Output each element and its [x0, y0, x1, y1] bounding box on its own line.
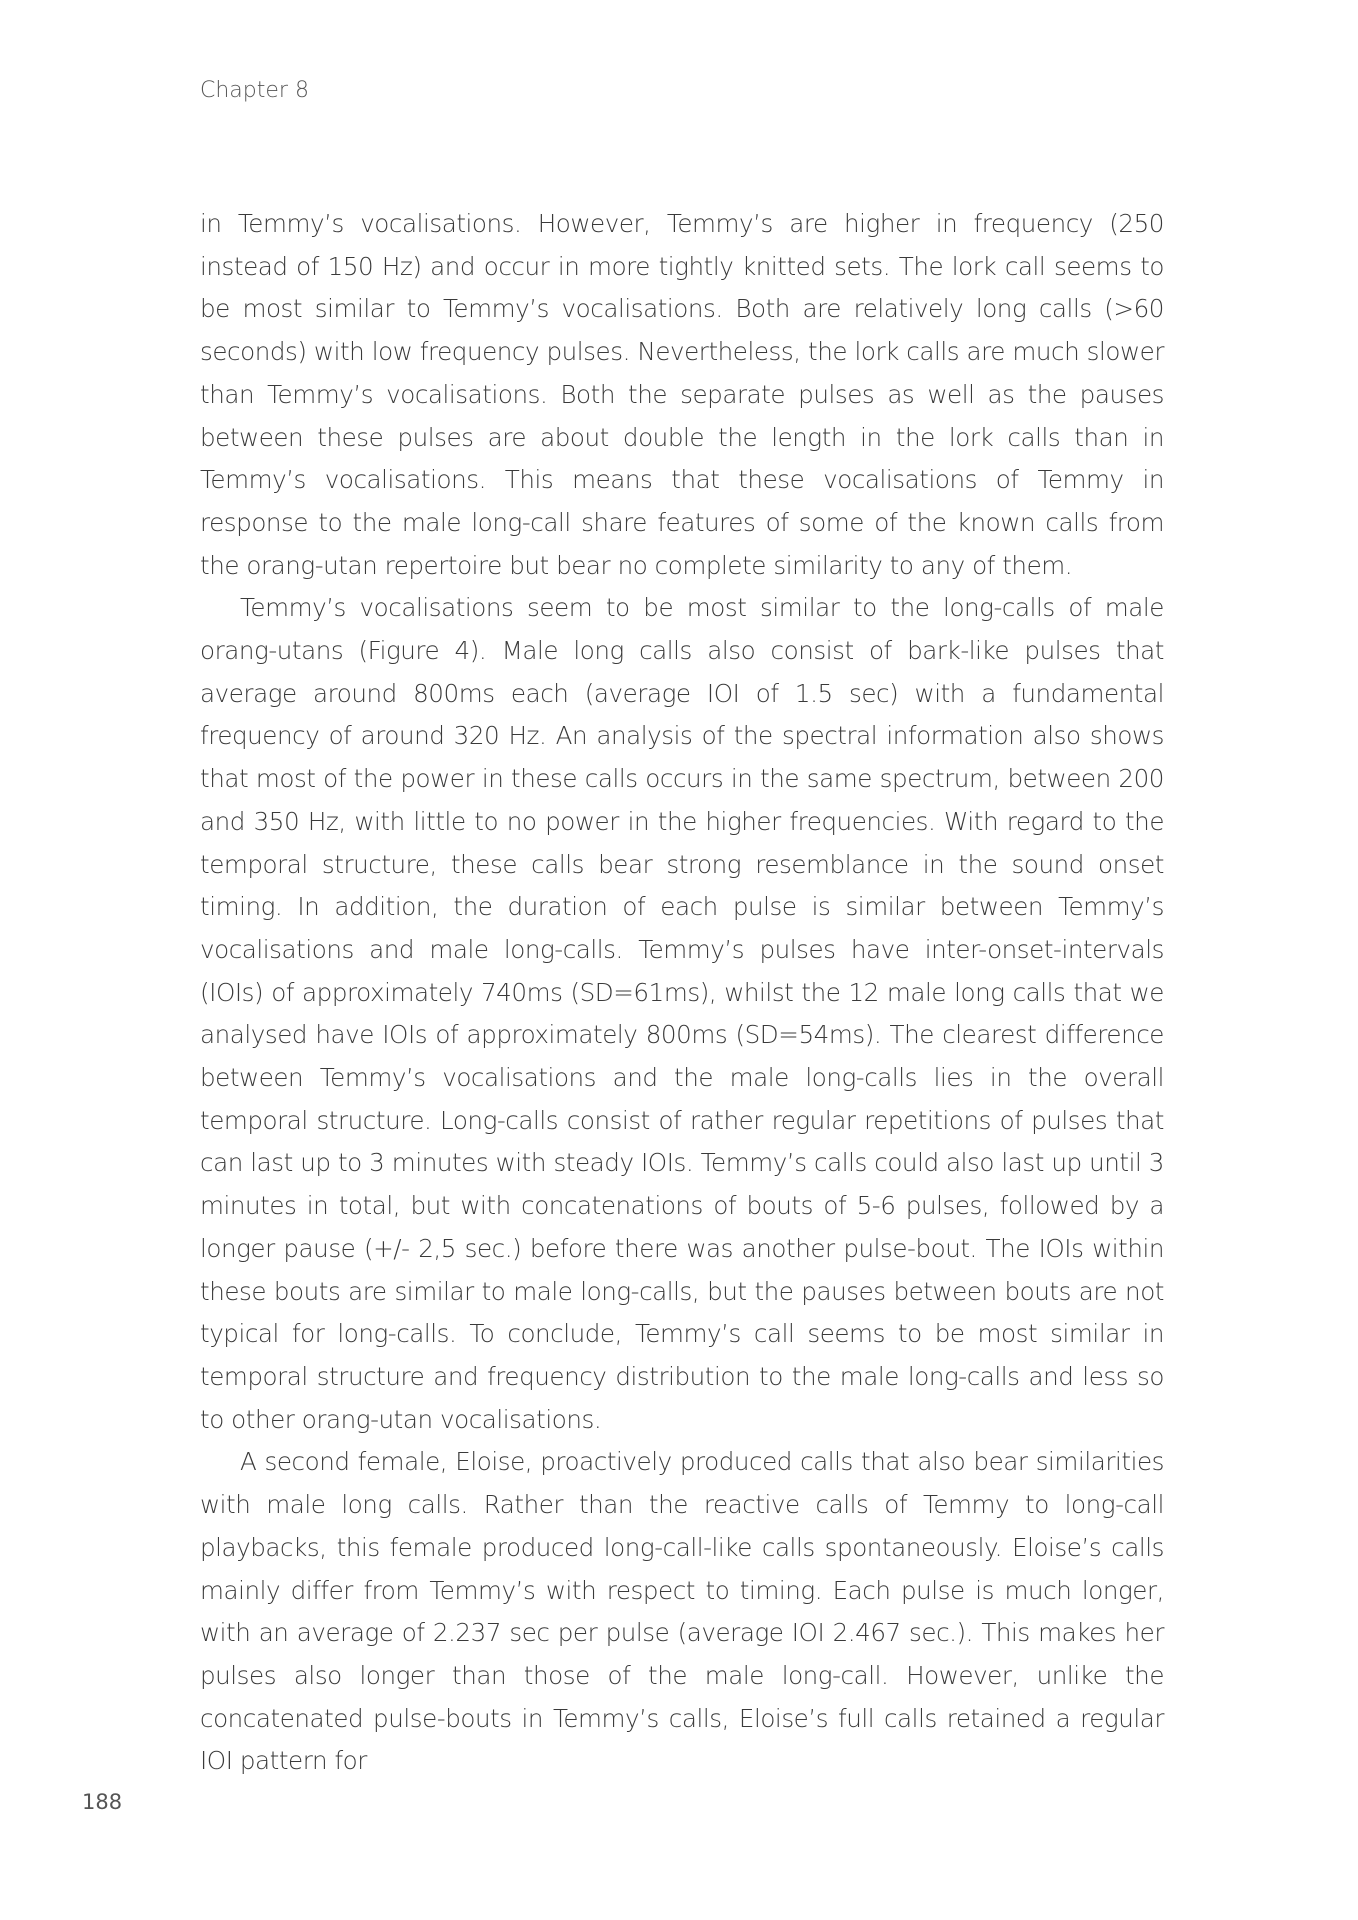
paragraph-1: in Temmy’s vocalisations. However, Temmy’s are higher in frequency (250 instead of 150 Hz) and occur in more tightly knitted sets. The lork call seems to be most similar to Temmy’s vocalisations. Both are relatively long calls (>60 seconds) with low frequency pulses. Nevertheless, the lork calls are much slower than Temmy’s vocalisations. Both the separate pulses as well as the pauses between these pulses are about double the length in the lork calls than in Temmy’s vocalisations. This means that these vocalisations of Temmy in response to the male long-call share features of some of the known calls from the orang-utan repertoire but bear no complete similarity to any of them. — [200, 209, 1164, 580]
page-number: 188 — [82, 1790, 123, 1814]
paragraph-3: A second female, Eloise, proactively produced calls that also bear similarities with male long calls. Rather than the reactive calls of Temmy to long-call playbacks, this female produced long-call-like calls spontaneously. Eloise’s calls mainly differ from Temmy’s with respect to timing. Each pulse is much longer, with an average of 2.237 sec per pulse (average IOI 2.467 sec.). This makes her pulses also longer than those of the male long-call. However, unlike the concatenated pulse-bouts in Temmy’s calls, Eloise’s full calls retained a regular IOI pattern for — [200, 1447, 1164, 1776]
running-head: Chapter 8 — [200, 78, 309, 103]
paragraph-2: Temmy’s vocalisations seem to be most similar to the long-calls of male orang-utans (Figure 4). Male long calls also consist of bark-like pulses that average around 800ms each (average IOI of 1.5 sec) with a fundamental frequency of around 320 Hz. An analysis of the spectral information also shows that most of the power in these calls occurs in the same spectrum, between 200 and 350 Hz, with little to no power in the higher frequencies. With regard to the temporal structure, these calls bear strong resemblance in the sound onset timing. In addition, the duration of each pulse is similar between Temmy’s vocalisations and male long-calls. Temmy’s pulses have inter-onset-intervals (IOIs) of approximately 740ms (SD=61ms), whilst the 12 male long calls that we analysed have IOIs of approximately 800ms (SD=54ms). The clearest difference between Temmy’s vocalisations and the male long-calls lies in the overall temporal structure. Long-calls consist of rather regular repetitions of pulses that can last up to 3 minutes with steady IOIs. Temmy’s calls could also last up until 3 minutes in total, but with concatenations of bouts of 5-6 pulses, followed by a longer pause (+/- 2,5 sec.) before there was another pulse-bout. The IOIs within these bouts are similar to male long-calls, but the pauses between bouts are not typical for long-calls. To conclude, Temmy’s call seems to be most similar in temporal structure and frequency distribution to the male long-calls and less so to other orang-utan vocalisations. — [200, 593, 1164, 1434]
body-text — [200, 203, 1164, 1783]
